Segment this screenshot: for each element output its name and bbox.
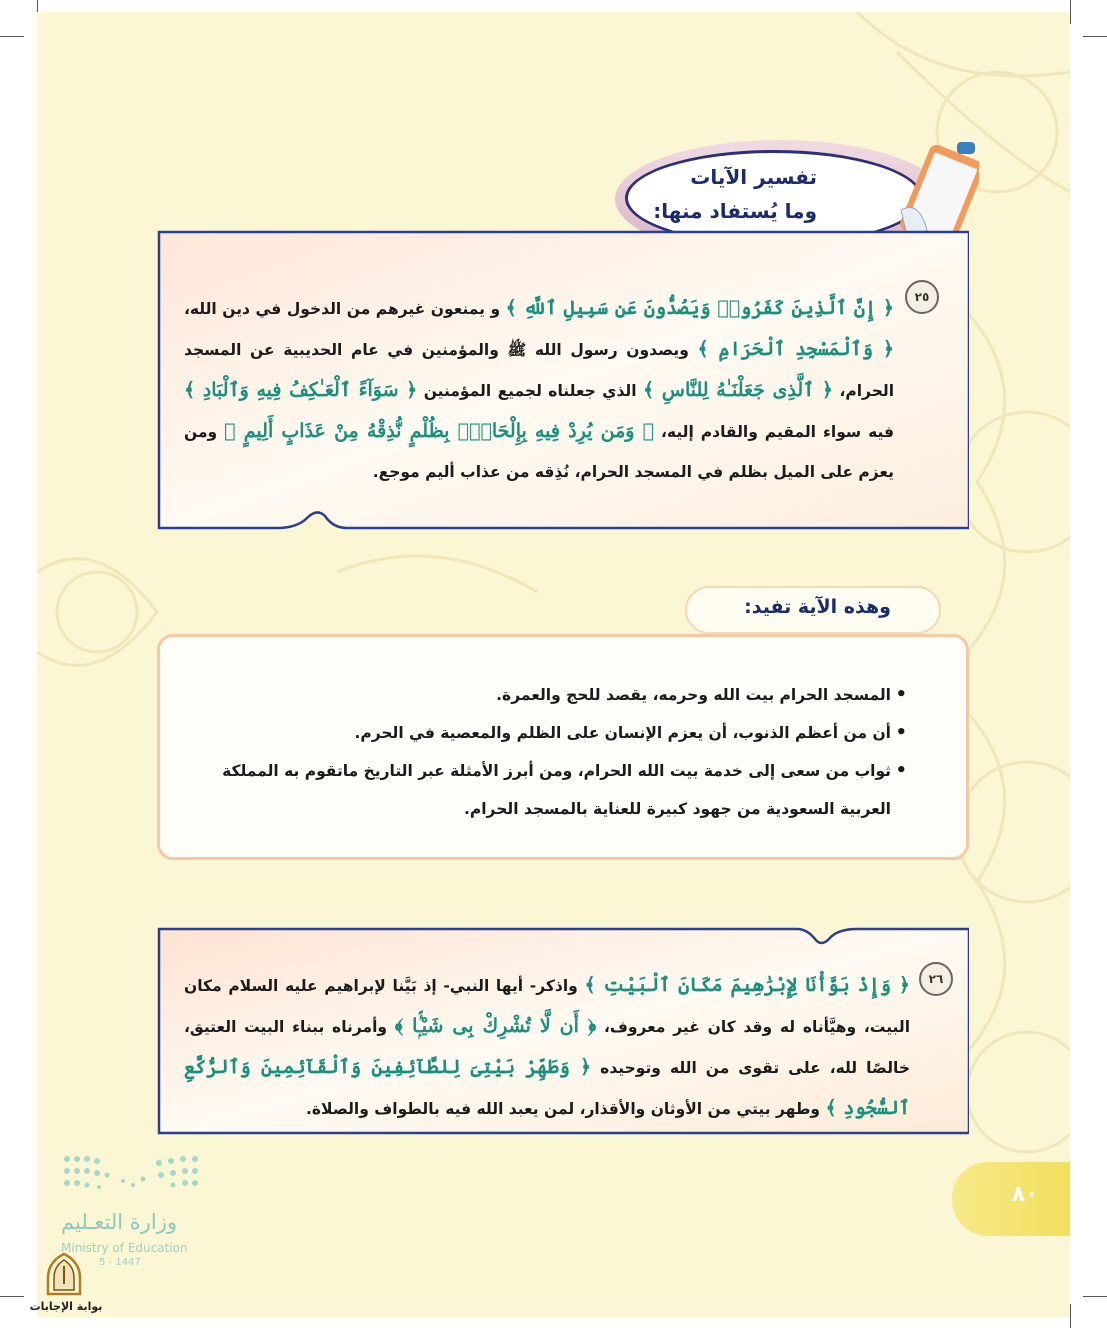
verse-25-number-badge [905,280,939,314]
site-watermark: بوابة الإجابات [29,1300,103,1313]
crop-mark [1070,1304,1071,1328]
commentary-text: وطهر بيتي من الأوثان والأقذار، لمن يعبد الله فيه بالطواف والصلاة. [306,1100,826,1118]
crop-mark [1083,1296,1107,1297]
commentary-text: الذي جعلناه لجميع المؤمنين [417,382,643,400]
quran-verse-text: ﴿ أَن لَّا تُشْرِكْ بِى شَيْـًۭٔا ﴾ [394,1015,597,1037]
lesson-bullet-item: • ثواب من سعى إلى خدمة بيت الله الحرام، ومن أبرز الأمثلة عبر التاريخ ماتقوم به المملكة العربية السعودية من جهود كبيرة للعناية بالمسجد الحرام. [207,752,907,828]
verse-26-number-badge [919,962,953,996]
commentary-text: وأمرناه ببناء البيت العتيق، خالصًا لله، على تقوى من الله وتوحيده [184,1018,911,1077]
crop-mark [1083,36,1107,37]
ministry-name-english: Ministry of Education [61,1241,188,1255]
quran-verse-text: ﴿ وَإِذْ بَوَّأْنَا لِإِبْرَٰهِيمَ مَكَانَ ٱلْبَيْتِ ﴾ [584,974,911,996]
section-heading [617,160,817,228]
ministry-logo-icon [63,1155,199,1199]
verse-25-paragraph [184,288,894,492]
commentary-text: ومن يعزم على الميل بظلم في المسجد الحرام، نُذِقه من عذاب أليم موجع. [184,423,894,481]
crop-mark [1070,0,1071,24]
commentary-text: و يمنعون غيرهم من الدخول في دين الله، [184,300,506,318]
site-logo-icon [42,1252,86,1296]
section-heading-line1: تفسير الآيات [690,165,817,189]
quran-verse-text: ﴿ إِنَّ ٱلَّذِينَ كَفَرُوا۟ وَيَصُدُّونَ عَن سَبِيلِ ٱللَّهِ ﴾ [505,297,894,319]
ministry-name-arabic: وزارة التعـليم [61,1210,178,1234]
ministry-year: 5 - 1447 [99,1257,141,1268]
lesson-list [207,676,907,828]
verse-26-paragraph [184,965,910,1129]
lesson-bullet-item: • المسجد الحرام بيت الله وحرمه، يقصد للحج والعمرة. [207,676,907,714]
lesson-heading: وهذه الآية تفيد: [744,596,891,618]
crop-mark [0,36,24,37]
commentary-text: واذكر- أيها النبي- إذ بَيَّنا لإبراهيم عليه السلام مكان البيت، وهيَّأناه له وقد كان غير معروف، [184,977,911,1036]
quran-verse-text: ﴿ سَوَآءً ٱلْعَـٰكِفُ فِيهِ وَٱلْبَادِ ﴾ [184,379,418,401]
quran-verse-text: ﴿ ٱلَّذِى جَعَلْنَـٰهُ لِلنَّاسِ ﴾ [643,379,834,401]
quran-verse-text: ﴿ وَمَن يُرِدْ فِيهِ بِإِلْحَادٍۭ بِظُلْمٍ نُّذِقْهُ مِنْ عَذَابٍ أَلِيمٍ ﴾ [224,420,655,442]
quran-verse-text: ﴿ وَطَهِّرْ بَيْتِىَ لِلطَّآئِفِينَ وَٱلْقَآئِمِينَ وَٱلرُّكَّعِ ٱلسُّجُودِ ﴾ [184,1056,910,1119]
quran-verse-text: ﴿ وَٱلْمَسْجِدِ ٱلْحَرَامِ ﴾ [697,338,894,360]
verse-25-number: ٢٥ [914,290,930,304]
verse-26-number: ٢٦ [928,972,944,986]
textbook-page [37,12,1070,1317]
commentary-text: فيه سواء المقيم والقادم إليه، [654,423,895,441]
section-heading-line2: وما يُستفاد منها: [653,199,817,223]
commentary-text: ويصدون رسول الله ﷺ والمؤمنين في عام الحديبية عن المسجد الحرام، [184,341,895,400]
crop-mark [0,1296,24,1297]
lesson-bullet-item: • أن من أعظم الذنوب، أن يعزم الإنسان على الظلم والمعصية في الحرم. [207,714,907,752]
page-number: ٨٠ [1011,1182,1039,1207]
